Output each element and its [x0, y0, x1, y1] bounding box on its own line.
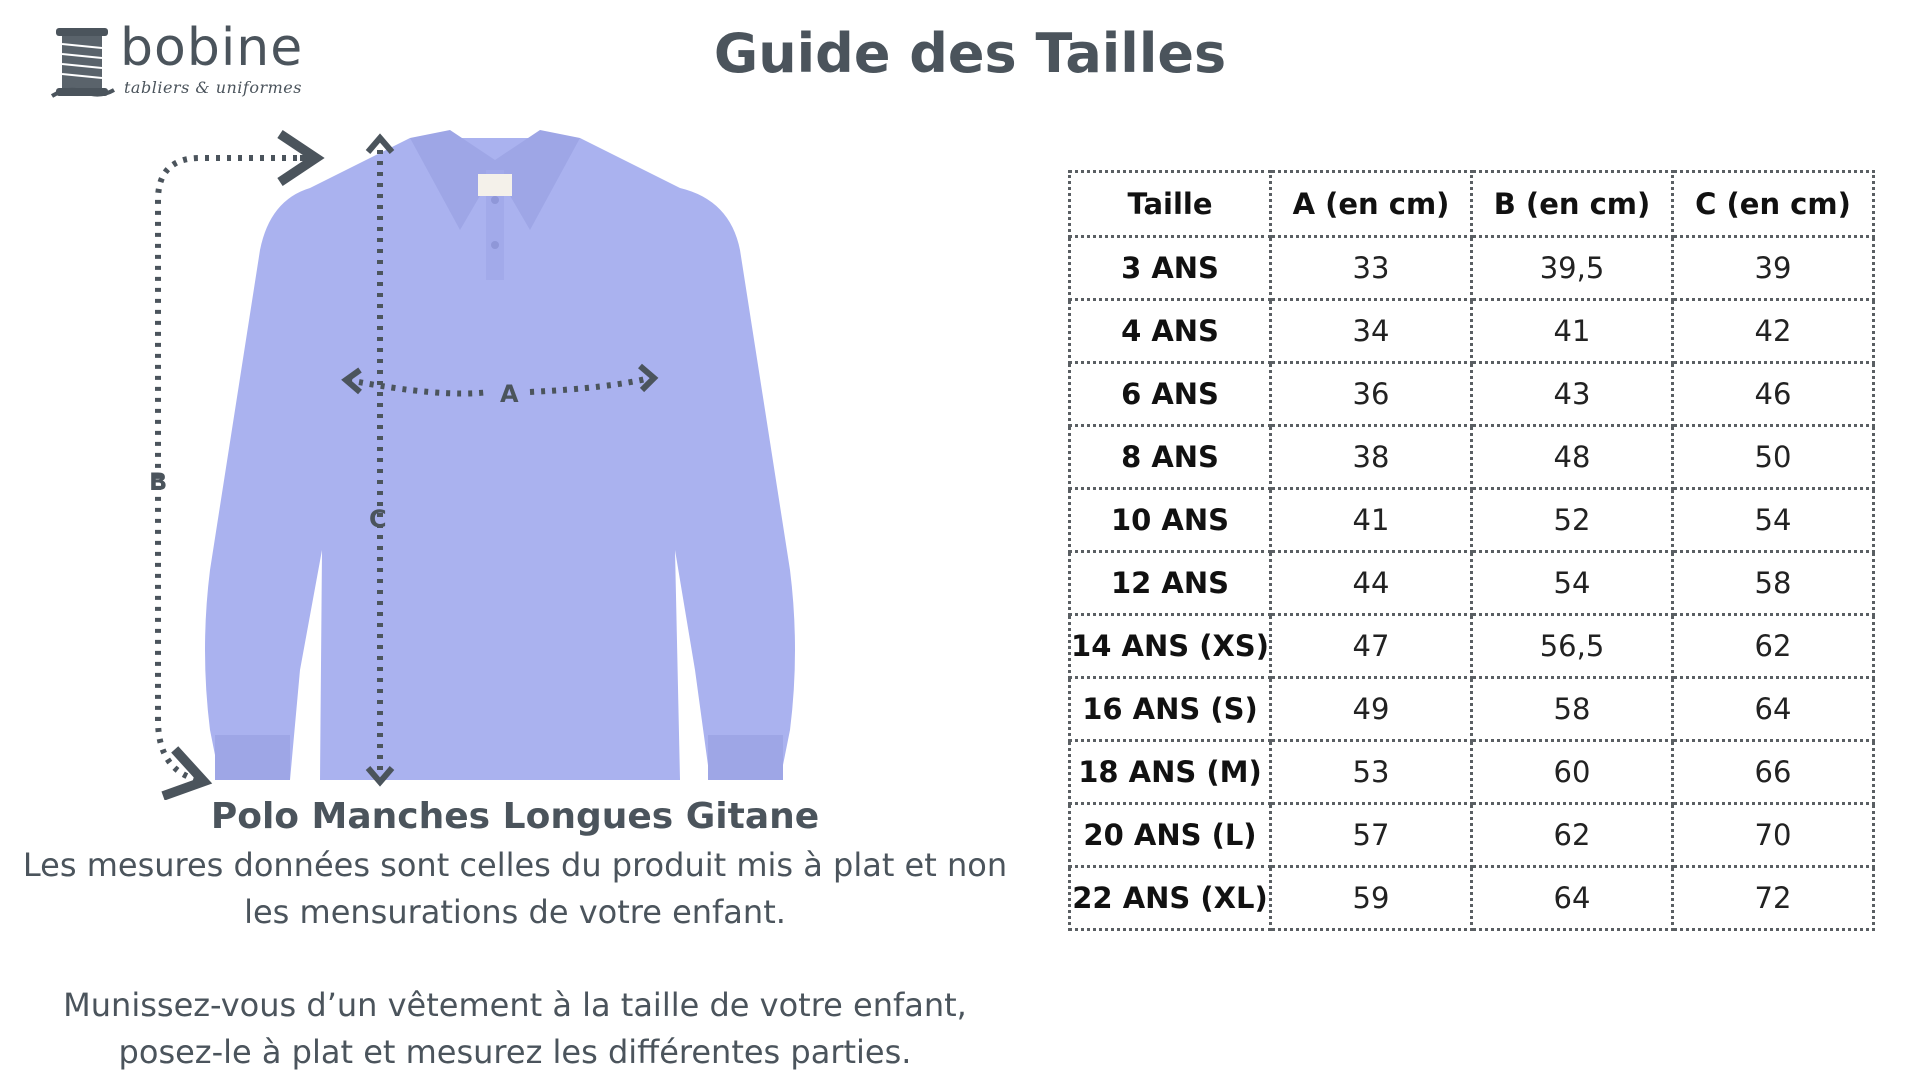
size-cell: 10 ANS: [1070, 489, 1271, 552]
label-a: A: [500, 380, 519, 408]
left-cuff: [215, 735, 290, 780]
header-c: C (en cm): [1673, 172, 1874, 237]
value-c: 39: [1673, 237, 1874, 300]
size-cell: 8 ANS: [1070, 426, 1271, 489]
value-b: 43: [1472, 363, 1673, 426]
brand-logo: [48, 18, 308, 102]
value-a: 44: [1271, 552, 1472, 615]
label-c: C: [369, 505, 387, 533]
value-b: 52: [1472, 489, 1673, 552]
header-taille: Taille: [1070, 172, 1271, 237]
value-c: 46: [1673, 363, 1874, 426]
value-b: 54: [1472, 552, 1673, 615]
polo-shirt-illustration: [140, 130, 800, 800]
value-b: 48: [1472, 426, 1673, 489]
value-c: 72: [1673, 867, 1874, 930]
spool-icon: [48, 22, 118, 102]
value-a: 34: [1271, 300, 1472, 363]
size-table: [1068, 170, 1875, 931]
value-b: 56,5: [1472, 615, 1673, 678]
value-c: 58: [1673, 552, 1874, 615]
table-row: [1070, 237, 1874, 300]
table-row: [1070, 300, 1874, 363]
polo-label: [478, 174, 512, 196]
value-a: 36: [1271, 363, 1472, 426]
size-cell: 6 ANS: [1070, 363, 1271, 426]
table-row: [1070, 678, 1874, 741]
value-b: 41: [1472, 300, 1673, 363]
value-a: 38: [1271, 426, 1472, 489]
measurement-note: Les mesures données sont celles du produit mis à plat et non les mensurations de votre enfant.: [22, 846, 1008, 931]
value-a: 41: [1271, 489, 1472, 552]
value-a: 57: [1271, 804, 1472, 867]
measuring-instructions: Munissez-vous d’un vêtement à la taille de votre enfant, posez-le à plat et mesurez les différentes parties.: [63, 986, 967, 1071]
brand-tagline: tabliers & uniformes: [124, 78, 302, 97]
size-cell: 12 ANS: [1070, 552, 1271, 615]
right-cuff: [708, 735, 783, 780]
value-a: 47: [1271, 615, 1472, 678]
table-row: [1070, 867, 1874, 930]
value-a: 33: [1271, 237, 1472, 300]
value-a: 53: [1271, 741, 1472, 804]
header-b: B (en cm): [1472, 172, 1673, 237]
page-title: Guide des Tailles: [713, 22, 1227, 85]
value-c: 50: [1673, 426, 1874, 489]
value-a: 49: [1271, 678, 1472, 741]
size-cell: 4 ANS: [1070, 300, 1271, 363]
product-name: Polo Manches Longues Gitane: [210, 796, 820, 837]
value-b: 60: [1472, 741, 1673, 804]
table-row: [1070, 615, 1874, 678]
value-a: 59: [1271, 867, 1472, 930]
table-row: [1070, 489, 1874, 552]
value-b: 64: [1472, 867, 1673, 930]
size-cell: 14 ANS (XS): [1070, 615, 1271, 678]
value-c: 64: [1673, 678, 1874, 741]
size-cell: 18 ANS (M): [1070, 741, 1271, 804]
table-row: [1070, 426, 1874, 489]
label-b: B: [149, 468, 168, 496]
brand-name: bobine: [120, 18, 304, 78]
table-row: [1070, 804, 1874, 867]
table-header-row: [1070, 172, 1874, 237]
value-c: 62: [1673, 615, 1874, 678]
table-row: [1070, 363, 1874, 426]
size-cell: 16 ANS (S): [1070, 678, 1271, 741]
value-c: 42: [1673, 300, 1874, 363]
value-c: 66: [1673, 741, 1874, 804]
size-cell: 20 ANS (L): [1070, 804, 1271, 867]
value-b: 39,5: [1472, 237, 1673, 300]
garment-figure: [140, 130, 800, 800]
value-c: 54: [1673, 489, 1874, 552]
table-row: [1070, 552, 1874, 615]
header-a: A (en cm): [1271, 172, 1472, 237]
table-row: [1070, 741, 1874, 804]
value-c: 70: [1673, 804, 1874, 867]
size-cell: 22 ANS (XL): [1070, 867, 1271, 930]
size-cell: 3 ANS: [1070, 237, 1271, 300]
value-b: 58: [1472, 678, 1673, 741]
value-b: 62: [1472, 804, 1673, 867]
